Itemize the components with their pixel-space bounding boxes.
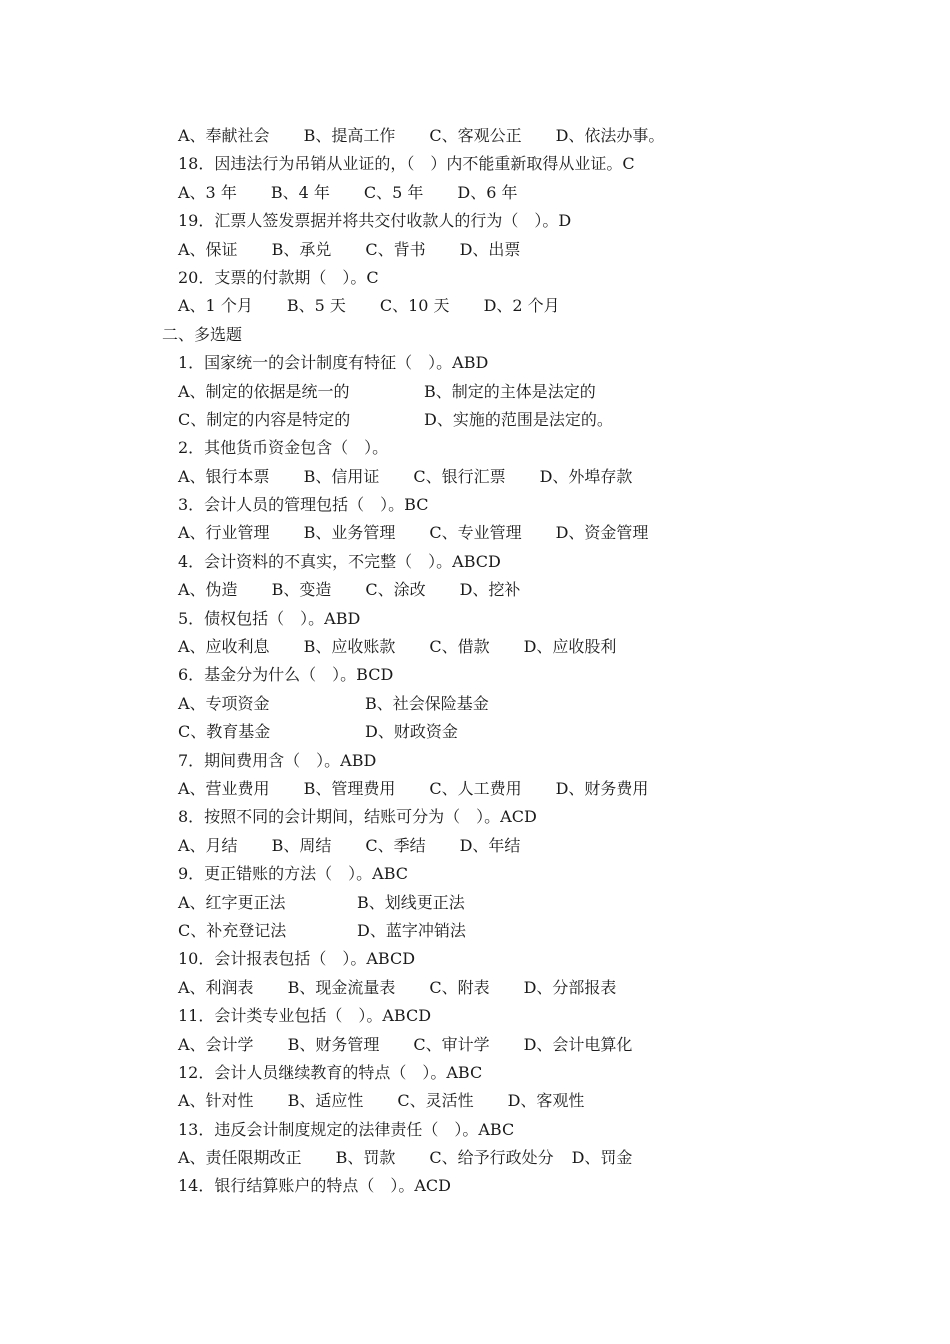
option-c: C、背书 [365, 239, 426, 259]
option-b: B、5 天 [286, 296, 346, 316]
options-line [0, 378, 950, 406]
question-line [0, 1002, 950, 1030]
option-b: B、现金流量表 [287, 977, 396, 997]
question-text: 6．基金分为什么（ ）。BCD [178, 665, 394, 685]
question-line [0, 207, 950, 235]
option-c: C、10 天 [379, 296, 450, 316]
option-b: B、罚款 [335, 1148, 396, 1168]
option-a: A、责任限期改正 [178, 1148, 302, 1168]
question-line [0, 747, 950, 775]
options-line [0, 179, 950, 207]
option-c: C、附表 [429, 977, 490, 997]
option-c: C、人工费用 [429, 778, 522, 798]
option-d: D、挖补 [459, 580, 521, 600]
question-line [0, 491, 950, 519]
options-line [0, 718, 950, 746]
option-a: A、营业费用 [178, 778, 270, 798]
options-line [0, 406, 950, 434]
option-a: A、会计学 [178, 1034, 254, 1054]
option-d: D、财务费用 [555, 778, 649, 798]
section-title: 二、多选题 [162, 324, 243, 344]
option-a: A、银行本票 [178, 466, 270, 486]
option-a: C、教育基金 [178, 722, 271, 742]
option-d: D、6 年 [457, 182, 518, 202]
option-c: C、给予行政处分 [429, 1148, 554, 1168]
question-text: 1．国家统一的会计制度有特征（ ）。ABD [178, 353, 489, 373]
options-line [0, 974, 950, 1002]
option-b: D、蓝字冲销法 [357, 920, 466, 940]
options-line [0, 236, 950, 264]
question-line [0, 548, 950, 576]
option-d: D、资金管理 [555, 523, 649, 543]
option-b: B、承兑 [271, 239, 332, 259]
section-heading [0, 321, 950, 349]
option-c: C、客观公正 [429, 126, 522, 145]
option-b: B、管理费用 [303, 778, 396, 798]
options-line [0, 633, 950, 661]
options-line [0, 1144, 950, 1172]
option-b: B、业务管理 [303, 523, 396, 543]
question-line [0, 803, 950, 831]
option-d: D、2 个月 [483, 296, 560, 316]
option-a: A、伪造 [178, 580, 238, 600]
question-line [0, 945, 950, 973]
question-line [0, 1116, 950, 1144]
question-line [0, 605, 950, 633]
question-line [0, 860, 950, 888]
option-a: A、1 个月 [178, 296, 253, 316]
option-b: D、财政资金 [365, 722, 458, 742]
options-line [0, 917, 950, 945]
question-text: 20．支票的付款期（ ）。C [178, 267, 379, 287]
option-d: D、罚金 [571, 1148, 633, 1168]
question-text: 9．更正错账的方法（ ）。ABC [178, 864, 409, 884]
question-text: 5．债权包括（ ）。ABD [178, 608, 361, 628]
option-a: A、红字更正法 [178, 892, 286, 912]
question-text: 3．会计人员的管理包括（ ）。BC [178, 495, 429, 515]
question-line [0, 349, 950, 377]
option-a: A、利润表 [178, 977, 254, 997]
options-line [0, 122, 950, 150]
question-text: 18．因违法行为吊销从业证的，（ ）内不能重新取得从业证。C [178, 154, 635, 174]
options-line [0, 1087, 950, 1115]
option-a: A、3 年 [178, 182, 237, 202]
option-d: D、出票 [459, 239, 521, 259]
options-line [0, 519, 950, 547]
option-c: C、银行汇票 [413, 466, 506, 486]
option-d: D、分部报表 [523, 977, 617, 997]
option-a: A、保证 [178, 239, 238, 259]
option-b: B、提高工作 [303, 126, 396, 145]
options-line [0, 292, 950, 320]
question-text: 7．期间费用含（ ）。ABD [178, 750, 377, 770]
option-b: B、周结 [271, 835, 332, 855]
option-b: B、变造 [271, 580, 332, 600]
question-text: 11．会计类专业包括（ ）。ABCD [178, 1006, 432, 1026]
option-a: C、制定的内容是特定的 [178, 409, 351, 429]
option-d: D、应收股利 [523, 637, 617, 657]
option-a: A、针对性 [178, 1091, 254, 1111]
option-a: A、行业管理 [178, 523, 270, 543]
option-d: D、会计电算化 [523, 1034, 633, 1054]
option-c: C、借款 [429, 637, 490, 657]
options-line [0, 463, 950, 491]
options-line [0, 576, 950, 604]
option-a: A、应收利息 [178, 637, 270, 657]
options-line [0, 1031, 950, 1059]
question-text: 14．银行结算账户的特点（ ）。ACD [178, 1176, 451, 1196]
question-text: 13．违反会计制度规定的法律责任（ ）。ABC [178, 1119, 515, 1139]
question-line [0, 434, 950, 462]
options-line [0, 832, 950, 860]
option-c: C、专业管理 [429, 523, 522, 543]
question-line [0, 150, 950, 178]
question-text: 12．会计人员继续教育的特点（ ）。ABC [178, 1062, 483, 1082]
option-b: B、应收账款 [303, 637, 396, 657]
option-b: B、4 年 [270, 182, 330, 202]
option-b: B、划线更正法 [357, 892, 465, 912]
option-c: C、季结 [365, 835, 426, 855]
option-d: D、依法办事。 [555, 126, 665, 145]
option-c: C、5 年 [363, 182, 424, 202]
option-a: A、月结 [178, 835, 238, 855]
option-b: B、信用证 [303, 466, 380, 486]
question-line [0, 1172, 950, 1200]
option-d: D、客观性 [507, 1091, 585, 1111]
option-a: C、补充登记法 [178, 920, 287, 940]
option-a: A、专项资金 [178, 693, 270, 713]
question-line [0, 661, 950, 689]
options-line [0, 775, 950, 803]
option-b: B、社会保险基金 [365, 693, 489, 713]
question-text: 19．汇票人签发票据并将共交付收款人的行为（ ）。D [178, 211, 572, 231]
option-b: B、适应性 [287, 1091, 364, 1111]
question-text: 2．其他货币资金包含（ ）。 [178, 438, 389, 458]
option-c: C、涂改 [365, 580, 426, 600]
question-text: 8．按照不同的会计期间，结账可分为（ ）。ACD [178, 807, 537, 827]
option-b: B、制定的主体是法定的 [424, 381, 596, 401]
question-line [0, 1059, 950, 1087]
question-line [0, 264, 950, 292]
question-list [0, 122, 950, 1201]
option-c: C、灵活性 [397, 1091, 474, 1111]
option-a: A、奉献社会 [178, 126, 270, 145]
option-d: D、外埠存款 [539, 466, 633, 486]
options-line [0, 889, 950, 917]
option-b: B、财务管理 [287, 1034, 380, 1054]
option-d: D、年结 [459, 835, 521, 855]
options-line [0, 690, 950, 718]
question-text: 4．会计资料的不真实，不完整（ ）。ABCD [178, 551, 501, 571]
option-c: C、审计学 [413, 1034, 490, 1054]
option-a: A、制定的依据是统一的 [178, 381, 350, 401]
option-b: D、实施的范围是法定的。 [424, 409, 613, 429]
question-text: 10．会计报表包括（ ）。ABCD [178, 949, 416, 969]
